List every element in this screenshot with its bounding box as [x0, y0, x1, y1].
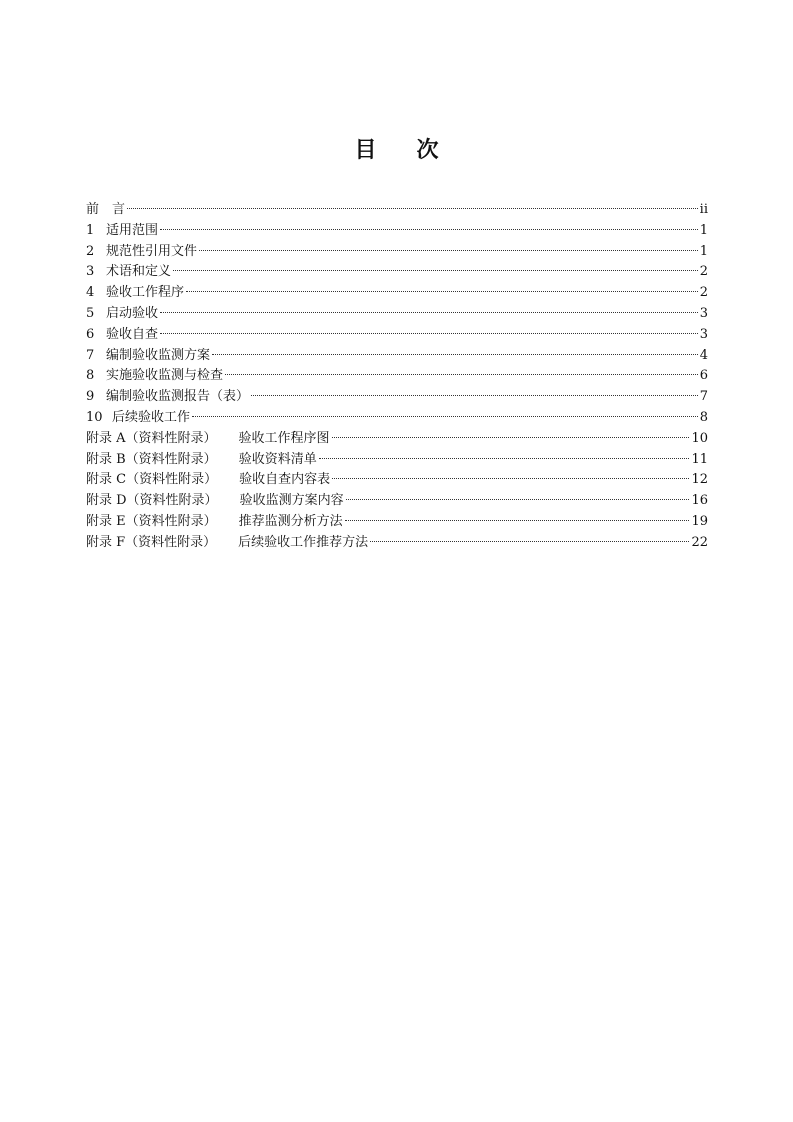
dot-leader — [319, 458, 690, 459]
toc-entry-page: 16 — [691, 493, 708, 509]
toc-entry-number: 2 — [86, 243, 95, 259]
appendix-prefix: 附录 C（资料性附录） — [86, 472, 218, 488]
toc-appendix-b[interactable] — [86, 450, 708, 471]
toc-entry-page: 3 — [699, 305, 708, 321]
toc-entry-3[interactable] — [86, 262, 708, 283]
appendix-title: 验收资料清单 — [238, 451, 317, 467]
toc-entry-2[interactable] — [86, 242, 708, 263]
dot-leader — [345, 520, 690, 521]
toc-entry-8[interactable] — [86, 366, 708, 387]
toc-appendix-d[interactable] — [86, 491, 708, 512]
toc-entry-page: ii — [699, 202, 708, 217]
appendix-prefix: 附录 A（资料性附录） — [86, 430, 217, 446]
toc-entry-number: 4 — [86, 285, 95, 301]
toc-entry-number: 5 — [86, 305, 95, 321]
dot-leader — [160, 333, 698, 334]
toc-entry-page: 19 — [691, 513, 708, 529]
toc-entry-foreword[interactable] — [86, 200, 708, 221]
toc-heading — [0, 133, 793, 164]
toc-entry-label: 前 言 — [86, 202, 126, 217]
toc-entry-number: 8 — [86, 368, 95, 384]
toc-appendix-f[interactable] — [86, 533, 708, 554]
toc-entry-9[interactable] — [86, 387, 708, 408]
dot-leader — [332, 478, 689, 479]
toc-entry-page: 1 — [699, 243, 708, 259]
toc-appendix-e[interactable] — [86, 512, 708, 533]
toc-entry-page: 2 — [699, 285, 708, 301]
toc-entry-5[interactable] — [86, 304, 708, 325]
appendix-prefix: 附录 E（资料性附录） — [86, 513, 217, 529]
toc-entry-label: 规范性引用文件 — [106, 243, 198, 259]
dot-leader — [186, 291, 698, 292]
dot-leader — [212, 354, 698, 355]
toc-appendix-c[interactable] — [86, 470, 708, 491]
toc-entry-label: 术语和定义 — [106, 264, 172, 280]
appendix-prefix: 附录 B（资料性附录） — [86, 451, 217, 467]
toc-entry-page: 4 — [699, 347, 708, 363]
toc-entry-page: 22 — [691, 534, 708, 550]
appendix-prefix: 附录 D（资料性附录） — [86, 493, 218, 509]
toc-entry-page: 3 — [699, 326, 708, 342]
toc-entry-number: 7 — [86, 347, 95, 363]
toc-entry-label: 适用范围 — [106, 222, 159, 238]
toc-entry-page: 8 — [699, 409, 708, 425]
dot-leader — [160, 312, 698, 313]
appendix-prefix: 附录 F（资料性附录） — [86, 534, 217, 550]
toc-entry-label: 后续验收工作 — [112, 409, 191, 425]
appendix-title: 验收工作程序图 — [238, 430, 330, 446]
dot-leader — [199, 250, 698, 251]
toc-entry-number: 9 — [86, 389, 95, 405]
toc-entry-label: 验收自查 — [106, 326, 159, 342]
toc-entry-label: 编制验收监测报告（表） — [106, 389, 250, 405]
toc-entry-7[interactable] — [86, 346, 708, 367]
toc-entry-number: 10 — [86, 409, 103, 425]
dot-leader — [127, 208, 698, 209]
toc-entry-number: 6 — [86, 326, 95, 342]
toc-entry-4[interactable] — [86, 283, 708, 304]
dot-leader — [160, 229, 698, 230]
toc-appendix-a[interactable] — [86, 429, 708, 450]
toc-heading-char-2: 次 — [416, 138, 439, 163]
dot-leader — [251, 395, 698, 396]
toc-entry-label: 编制验收监测方案 — [106, 347, 211, 363]
appendix-title: 后续验收工作推荐方法 — [238, 534, 369, 550]
toc-entry-label: 启动验收 — [106, 305, 159, 321]
toc-entry-label: 验收工作程序 — [106, 285, 185, 301]
dot-leader — [192, 416, 698, 417]
toc-entry-page: 12 — [691, 472, 708, 488]
toc-entry-page: 10 — [691, 430, 708, 446]
toc-entry-page: 7 — [699, 389, 708, 405]
toc-entry-10[interactable] — [86, 408, 708, 429]
dot-leader — [332, 437, 690, 438]
toc-entry-6[interactable] — [86, 325, 708, 346]
toc-entry-page: 2 — [699, 264, 708, 280]
dot-leader — [225, 374, 698, 375]
toc-entry-page: 1 — [699, 222, 708, 238]
toc-entry-page: 11 — [691, 451, 708, 467]
appendix-title: 推荐监测分析方法 — [238, 513, 343, 529]
toc-entry-number: 3 — [86, 264, 95, 280]
toc-entry-1[interactable] — [86, 221, 708, 242]
appendix-title: 验收监测方案内容 — [239, 493, 344, 509]
appendix-title: 验收自查内容表 — [239, 472, 331, 488]
dot-leader — [346, 499, 690, 500]
toc-entry-number: 1 — [86, 222, 95, 238]
table-of-contents — [86, 200, 708, 554]
dot-leader — [370, 541, 689, 542]
toc-entry-label: 实施验收监测与检查 — [106, 368, 224, 384]
dot-leader — [173, 270, 698, 271]
toc-heading-char-1: 目 — [354, 138, 377, 163]
toc-entry-page: 6 — [699, 368, 708, 384]
